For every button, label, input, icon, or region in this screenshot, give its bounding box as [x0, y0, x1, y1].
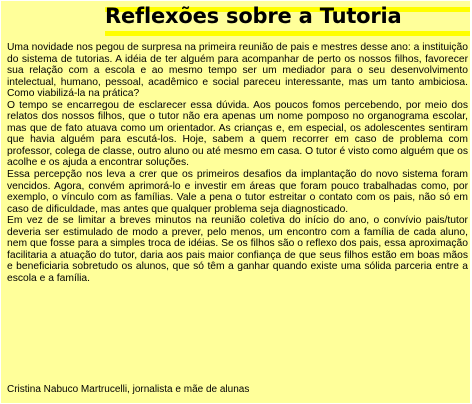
author-signature: Cristina Nabuco Martrucelli, jornalista e mãe de alunas: [7, 384, 250, 395]
paragraph: Uma novidade nos pegou de surpresa na primeira reunião de pais e mestres desse ano: a instituição do sistema de tutorias. A idéia de ter alguém para acompanhar de perto os nossos filhos, favorecer sua relação com a escola e ao mesmo tempo ser um mediador para o seu desenvolvimento intelectual, humano, pessoal, acadêmico e social pareceu interessante, mas um tanto ambiciosa. Como viabilizá-la na prática?: [7, 42, 468, 100]
paragraph: O tempo se encarregou de esclarecer essa dúvida. Aos poucos fomos percebendo, por meio dos relatos dos nossos filhos, que o tutor não era apenas um nome pomposo no organograma escolar, mas que de fato atuava como um orientador. As crianças e, em especial, os adolescentes sentiram que havia alguém para escutá-los. Hoje, sabem a quem recorrer em caso de problema com professor, colega de classe, outro aluno ou até mesmo em casa. O tutor é visto como alguém que os acolhe e os ajuda a encontrar soluções.: [7, 99, 468, 169]
title-band-bottom: [105, 31, 470, 36]
article-title: Reflexões sobre a Tutoria: [105, 4, 402, 28]
article-panel: [1, 1, 470, 403]
paragraph: Essa percepção nos leva a crer que os primeiros desafios da implantação do novo sistema foram vencidos. Agora, convém aprimorá-lo e investir em áreas que foram pouco trabalhadas como, por exemplo, o vínculo com as famílias. Vale a pena o tutor estreitar o contato com os pais, não só em caso de dificuldade, mas antes que qualquer problema seja diagnosticado.: [7, 169, 468, 215]
article-body: [7, 42, 468, 284]
title-bar: [105, 1, 470, 38]
paragraph: Em vez de se limitar a breves minutos na reunião coletiva do início do ano, o convívio pais/tutor deveria ser estimulado de modo a prever, pelo menos, um encontro com a família de cada aluno, nem que fosse para a simples troca de idéias. Se os filhos são o reflexo dos pais, essa aproximação facilitaria a atuação do tutor, daria aos pais maior confiança de que seus filhos estão em boas mãos e beneficiaria sobretudo os alunos, que só têm a ganhar quando existe uma sólida parceria entre a escola e a família.: [7, 215, 468, 284]
